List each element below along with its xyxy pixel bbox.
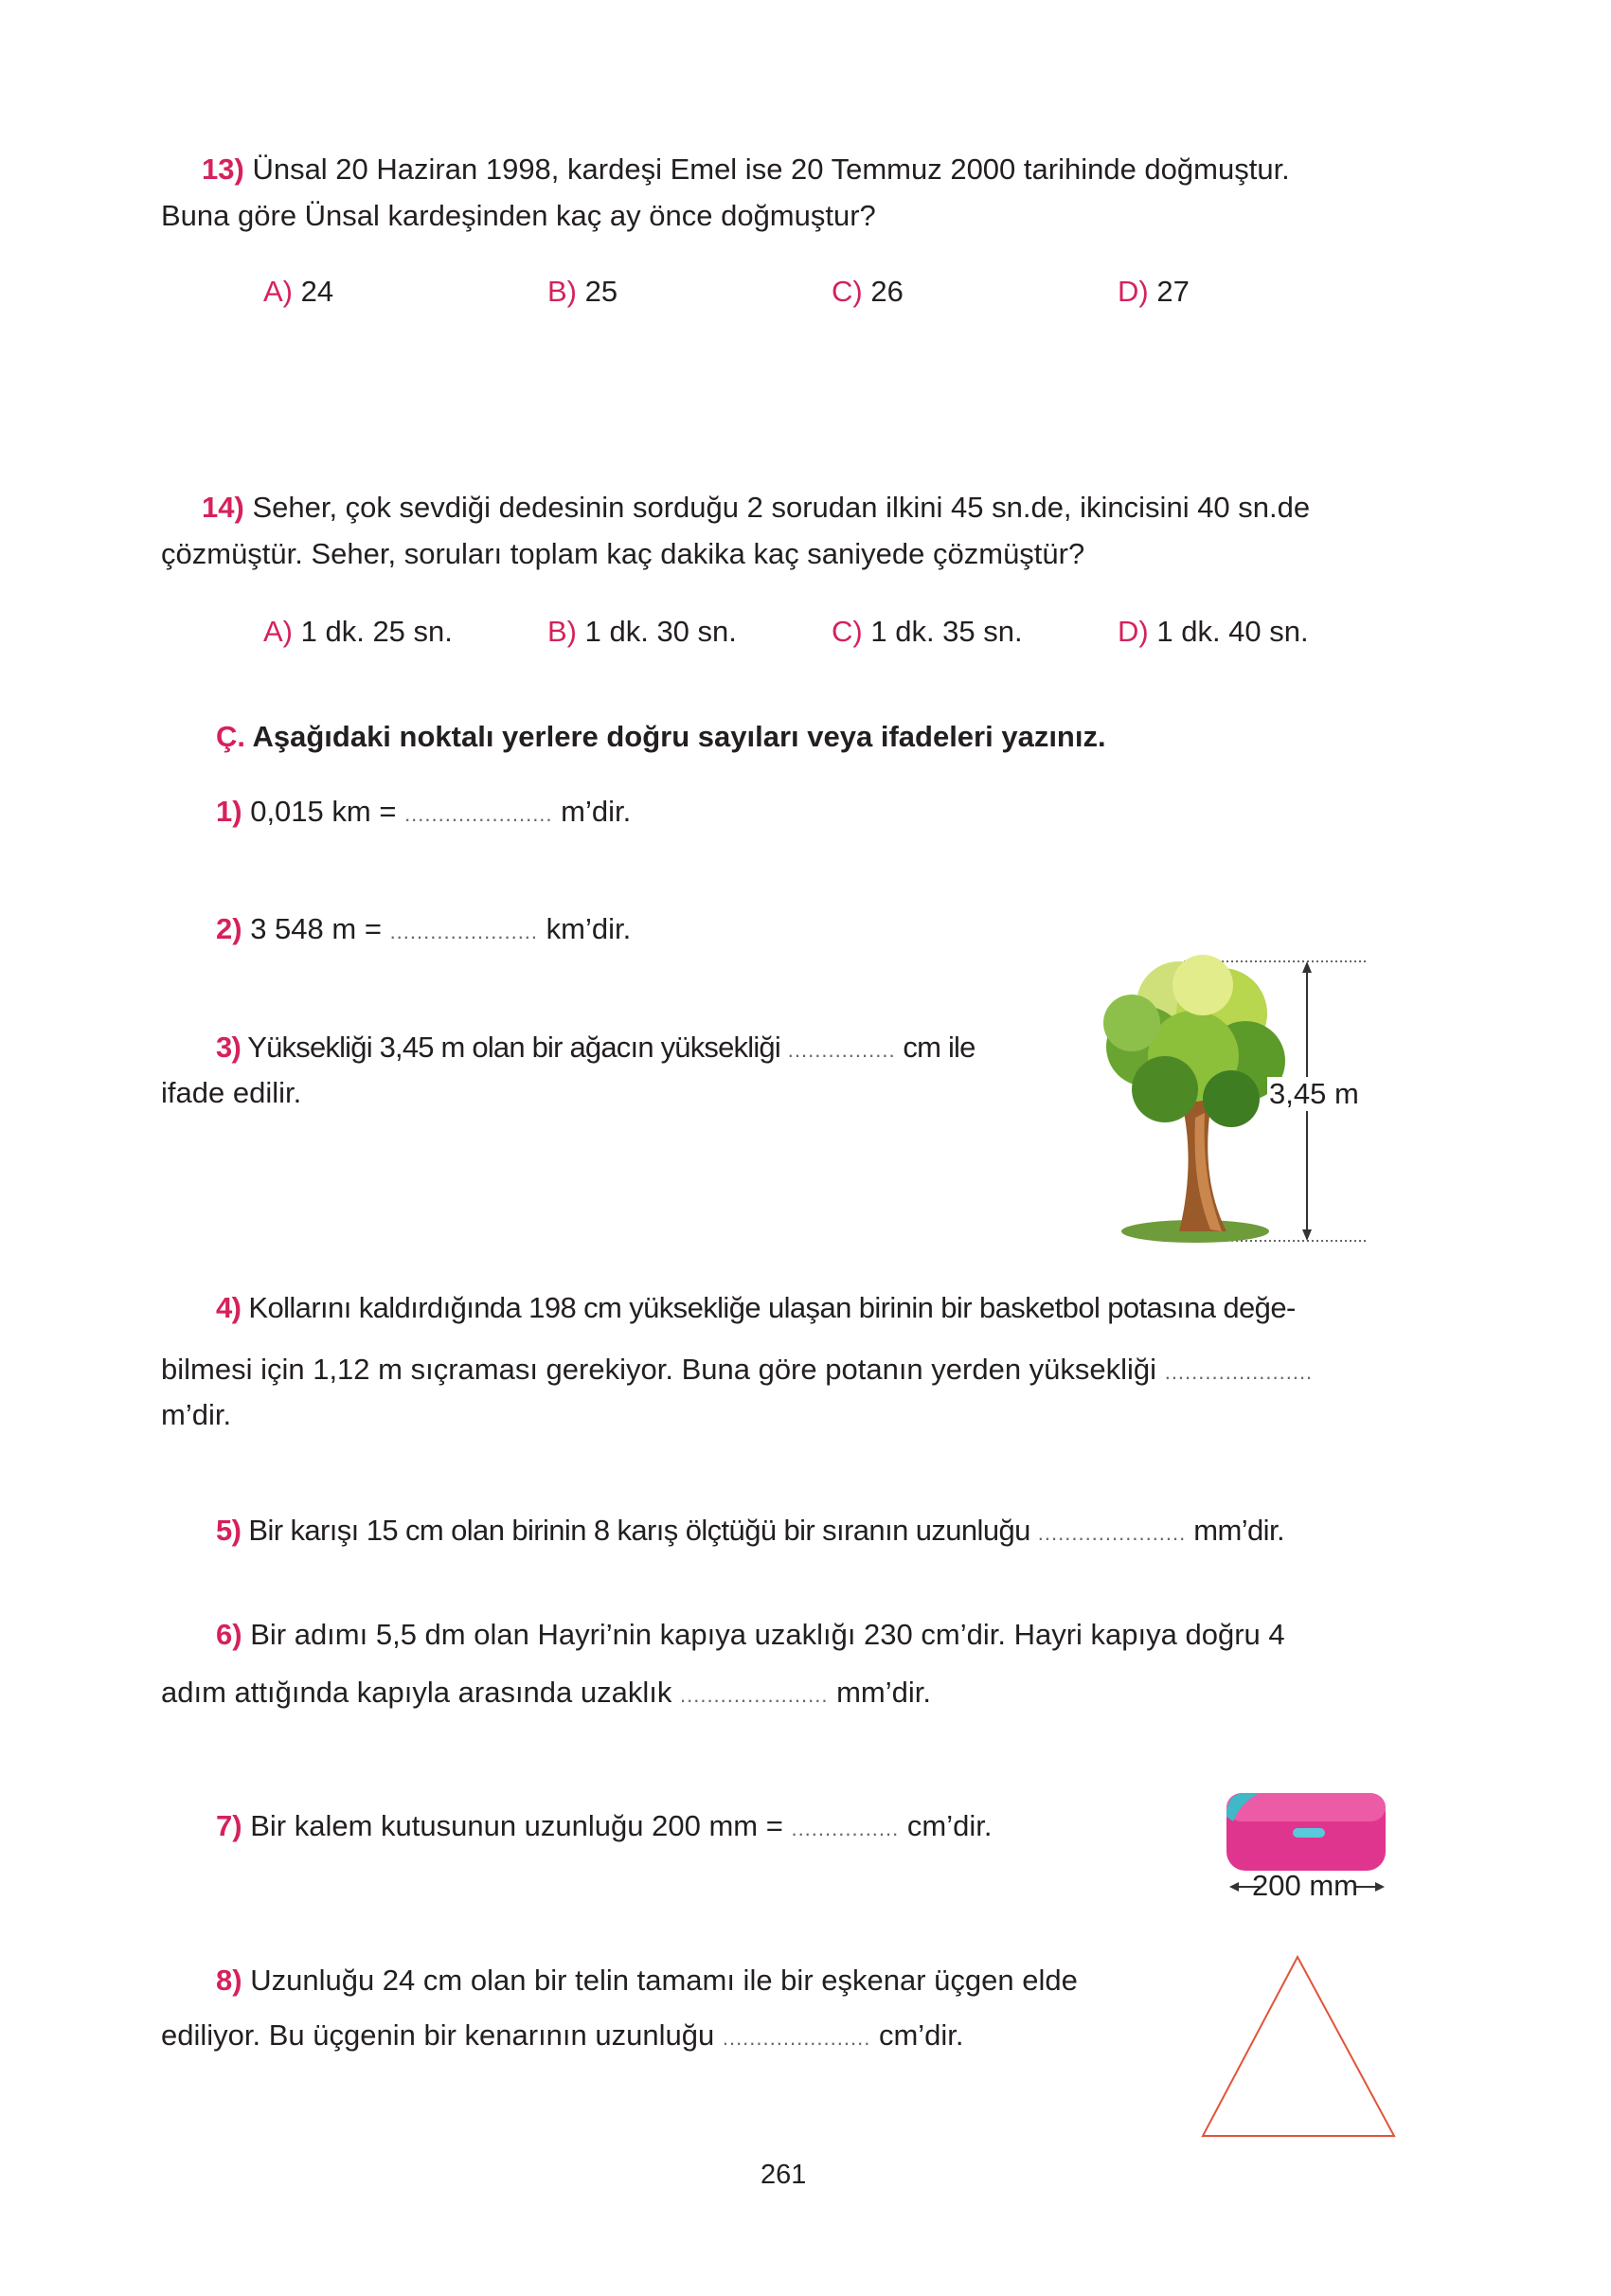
triangle-figure — [1193, 1951, 1402, 2141]
q14-number: 14) — [202, 491, 244, 524]
fill-item-4-line2: bilmesi için 1,12 m sıçraması gerekiyor. Buna göre potanın yerden yüksekliği ...................... — [161, 1353, 1314, 1386]
blank-7[interactable]: ................ — [791, 1817, 900, 1840]
blank-2[interactable]: ...................... — [389, 920, 539, 943]
q14-option-c: C) 1 dk. 35 sn. — [832, 615, 1023, 648]
section-title: Aşağıdaki noktalı yerlere doğru sayıları veya ifadeleri yazınız. — [252, 720, 1106, 753]
fill-item-3-line2: ifade edilir. — [161, 1076, 302, 1109]
q13-option-a: A) 24 — [263, 275, 334, 308]
blank-6[interactable]: ...................... — [680, 1683, 829, 1707]
fill-item-4-line3: m’dir. — [161, 1398, 232, 1431]
q14-option-d: D) 1 dk. 40 sn. — [1118, 615, 1309, 648]
fill-item-8-line1: 8) Uzunluğu 24 cm olan bir telin tamamı ile bir eşkenar üçgen elde — [216, 1964, 1078, 1997]
blank-8[interactable]: ...................... — [722, 2026, 871, 2050]
q14-line2: çözmüştür. Seher, soruları toplam kaç dakika kaç saniyede çözmüştür? — [161, 537, 1085, 570]
pencil-case-label: 200 mm — [1252, 1869, 1358, 1902]
q13-line2: Buna göre Ünsal kardeşinden kaç ay önce doğmuştur? — [161, 199, 876, 232]
blank-1[interactable]: ...................... — [404, 802, 553, 826]
q14-line1 — [202, 485, 1310, 530]
section-letter: Ç. — [216, 720, 245, 753]
q13-option-b: B) 25 — [547, 275, 618, 308]
fill-item-7: 7) Bir kalem kutusunun uzunluğu 200 mm = ................ cm’dir. — [216, 1809, 993, 1842]
blank-5[interactable]: ...................... — [1037, 1521, 1187, 1545]
q14-option-b: B) 1 dk. 30 sn. — [547, 615, 737, 648]
page-number: 261 — [761, 2160, 807, 2190]
q14-text-1: Seher, çok sevdiği dedesinin sorduğu 2 sorudan ilkini 45 sn.de, ikincisini 40 sn.de — [252, 491, 1311, 524]
q13-text-1: Ünsal 20 Haziran 1998, kardeşi Emel ise 20 Temmuz 2000 tarihinde doğmuştur. — [252, 152, 1290, 186]
blank-3[interactable]: ................ — [787, 1038, 896, 1062]
section-heading — [216, 720, 1106, 754]
fill-item-5: 5) Bir karışı 15 cm olan birinin 8 karış ölçtüğü bir sıranın uzunluğu ...................... mm’dir. — [216, 1514, 1284, 1547]
q13-option-d: D) 27 — [1118, 275, 1190, 308]
fill-item-2: 2) 3 548 m = ...................... km’dir. — [216, 912, 632, 945]
q13-number: 13) — [202, 152, 244, 186]
fill-item-6-line2: adım attığında kapıyla arasında uzaklık ...................... mm’dir. — [161, 1676, 931, 1709]
q14-option-a: A) 1 dk. 25 sn. — [263, 615, 453, 648]
fill-item-1: 1) 0,015 km = ...................... m’dir. — [216, 795, 632, 828]
fill-item-8-line2: ediliyor. Bu üçgenin bir kenarının uzunluğu ...................... cm’dir. — [161, 2018, 964, 2052]
fill-item-4-line1: 4) Kollarını kaldırdığında 198 cm yüksekliğe ulaşan birinin bir basketbol potasına değe- — [216, 1291, 1296, 1324]
q13-option-c: C) 26 — [832, 275, 904, 308]
fill-item-3: 3) Yüksekliği 3,45 m olan bir ağacın yüksekliği ................ cm ile — [216, 1031, 976, 1064]
q13-line1 — [202, 147, 1290, 192]
fill-item-6-line1: 6) Bir adımı 5,5 dm olan Hayri’nin kapıya uzaklığı 230 cm’dir. Hayri kapıya doğru 4 — [216, 1618, 1285, 1651]
blank-4[interactable]: ...................... — [1164, 1360, 1314, 1384]
tree-height-label: 3,45 m — [1269, 1077, 1359, 1110]
